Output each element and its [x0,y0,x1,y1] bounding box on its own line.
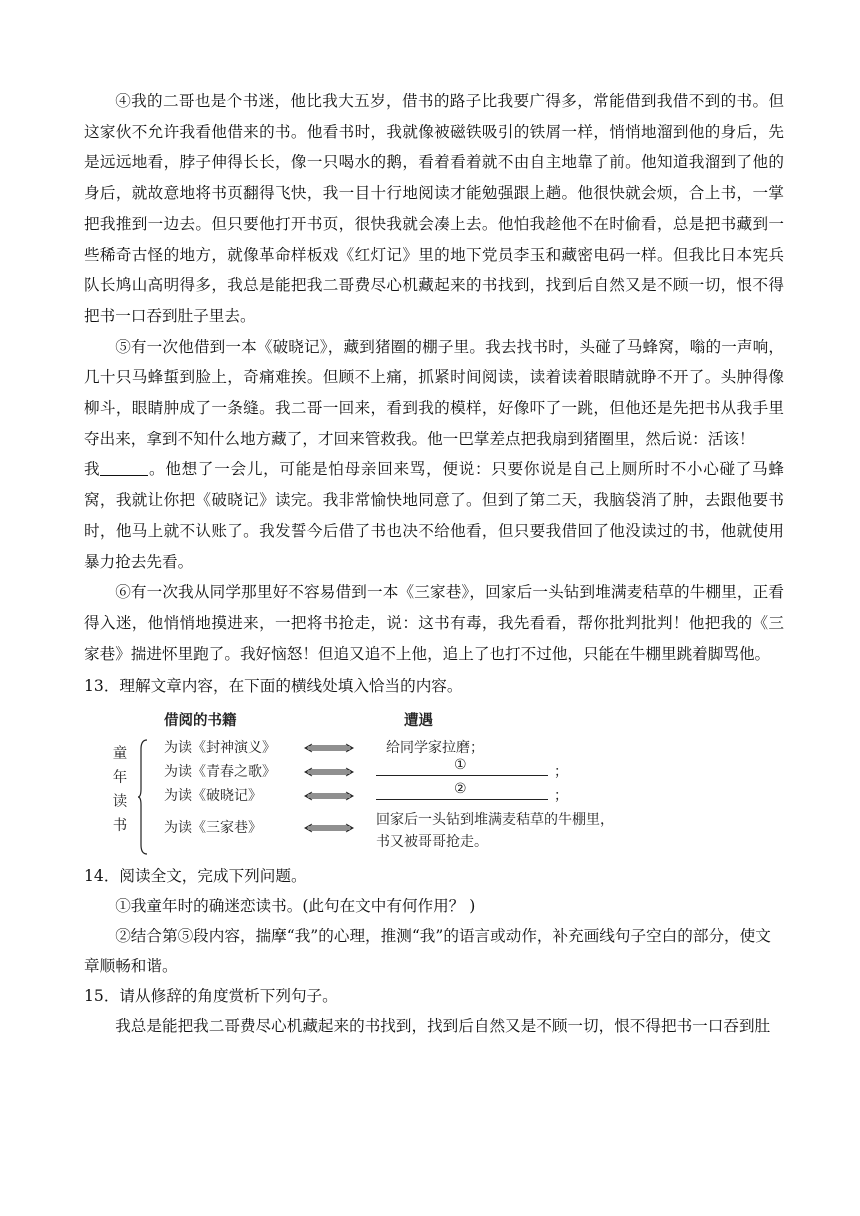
brace-icon [138,739,148,855]
document-page [84,86,784,1041]
paragraph-6: ⑥有一次我从同学那里好不容易借到一本《三家巷》，回家后一头钻到堆满麦秸草的牛棚里，正看得入迷，他悄悄地摸进来，一把将书抢走，说：这书有毒，我先看看，帮你批判批判！他把我的《三家巷》揣进怀里跑了。我好恼怒！但追又追不上他，追上了也打不过他，只能在牛棚里跳着脚骂他。 [84,583,784,663]
semicolon: ； [554,788,568,805]
question-14: 14．阅读全文，完成下列问题。 [84,867,307,886]
answer-line-2 [376,799,548,800]
side-char: 童 [112,746,128,763]
side-char: 年 [112,770,128,787]
diagram-head-results: 遭遇 [404,713,433,730]
question-14-1: ①我童年时的确迷恋读书。(此句在文中有何作用？ ) [115,897,476,916]
book-item: 为读《青春之歌》 [164,764,276,781]
double-arrow-icon [304,822,354,834]
paragraph-5-continued [84,454,784,577]
side-char: 读 [112,794,128,811]
book-item: 为读《封神演义》 [164,740,276,757]
fill-blank-line [100,460,148,477]
question-14-2: ②结合第⑤段内容，揣摩“我”的心理，推测“我”的语言或动作，补充画线句子空白的部分，使文章顺畅和谐。 [84,927,771,976]
blank-marker-1: ① [454,757,467,774]
semicolon: ； [554,764,568,781]
paragraph-4: ④我的二哥也是个书迷，他比我大五岁，借书的路子比我要广得多，常能借到我借不到的书。但这家伙不允许我看他借来的书。他看书时，我就像被磁铁吸引的铁屑一样，悄悄地溜到他的身后，先是远远地看，脖子伸得长长，像一只喝水的鹅，看着看着就不由自主地靠了前。他知道我溜到了他的身后，就故意地将书页翻得飞快，我一目十行地阅读才能勉强跟上趟。他很快就会烦，合上书，一掌把我推到一边去。但只要他打开书页，很快我就会凑上去。他怕我趁他不在时偷看，总是把书藏到一些稀奇古怪的地方，就像革命样板戏《红灯记》里的地下党员李玉和藏密电码一样。但我比日本宪兵队长鸠山高明得多，我总是能把我二哥费尽心机藏起来的书找到，找到后自然又是不顾一切，恨不得把书一口吞到肚子里去。 [84,92,784,325]
book-item: 为读《破晓记》 [164,788,262,805]
blank-marker-2: ② [454,781,467,798]
double-arrow-icon [304,766,354,778]
result-item: 回家后一头钻到堆满麦秸草的牛棚里， [376,812,614,829]
answer-line-1 [376,775,548,776]
result-item: 给同学家拉磨； [386,740,484,757]
double-arrow-icon [304,790,354,802]
diagram-side-label [112,742,128,838]
diagram-head-books: 借阅的书籍 [164,713,237,730]
paragraph-5: ⑤有一次他借到一本《破晓记》，藏到猪圈的棚子里。我去找书时，头碰了马蜂窝，嗡的一声响，几十只马蜂蜇到脸上，奇痛难挨。但顾不上痛，抓紧时间阅读，读着读着眼睛就睁不开了。头肿得像柳斗，眼睛肿成了一条缝。我二哥一回来，看到我的模样，好像吓了一跳，但他还是先把书从我手里夺出来，拿到不知什么地方藏了，才回来管救我。他一巴掌差点把我扇到猪圈里，然后说：活该！ [84,337,784,448]
blank-prefix: 我 [84,460,101,479]
paragraph-5-rest: 。他想了一会儿，可能是怕母亲回来骂，便说：只要你说是自己上厕所时不小心碰了马蜂窝，我就让你把《破晓记》读完。我非常愉快地同意了。但到了第二天，我脑袋消了肿，去跟他要书时，他马上就不认账了。我发誓今后借了书也决不给他看，但只要我借回了他没读过的书，他就使用暴力抢去先看。 [84,460,784,571]
reading-diagram [84,709,784,849]
book-item: 为读《三家巷》 [164,820,262,837]
double-arrow-icon [304,742,354,754]
result-item: 书又被哥哥抢走。 [376,834,488,851]
question-13: 13．理解文章内容，在下面的横线处填入恰当的内容。 [84,677,463,696]
question-15-sentence: 我总是能把我二哥费尽心机藏起来的书找到，找到后自然又是不顾一切，恨不得把书一口吞到肚 [115,1017,771,1036]
question-15: 15．请从修辞的角度赏析下列句子。 [84,987,338,1006]
side-char: 书 [112,818,128,835]
